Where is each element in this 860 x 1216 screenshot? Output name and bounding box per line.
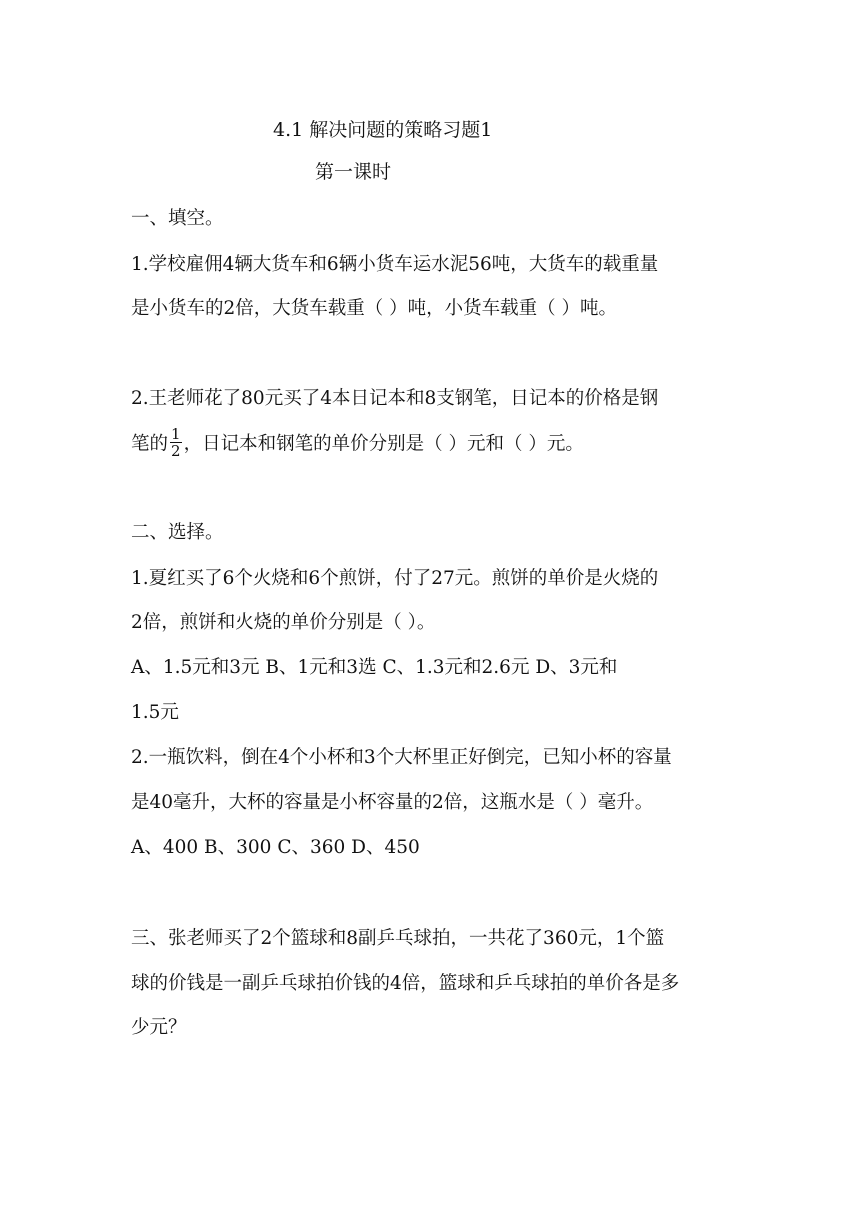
s1-q2-line1: 2.王老师花了80元买了4本日记本和8支钢笔，日记本的价格是钢 xyxy=(131,388,659,409)
s3-line1: 三、张老师买了2个篮球和8副乒乓球拍，一共花了360元，1个篮 xyxy=(131,928,665,949)
fraction-denominator: 2 xyxy=(171,442,181,460)
s2-q2-options: A、400 B、300 C、360 D、450 xyxy=(131,837,420,858)
s2-q2-line1: 2.一瓶饮料，倒在4个小杯和3个大杯里正好倒完，已知小杯的容量 xyxy=(131,747,672,768)
page-subtitle: 第一课时 xyxy=(315,161,392,183)
section-1-heading: 一、填空。 xyxy=(131,208,224,229)
s2-q1-options-line2: 1.5元 xyxy=(131,702,179,723)
s2-q1-options-line1: A、1.5元和3元 B、1元和3选 C、1.3元和2.6元 D、3元和 xyxy=(131,657,618,678)
s1-q2-line2-after: ，日记本和钢笔的单价分别是（ ）元和（ ）元。 xyxy=(183,433,584,455)
s2-q2-line2: 是40毫升，大杯的容量是小杯容量的2倍，这瓶水是（ ）毫升。 xyxy=(131,792,654,813)
page-title: 4.1 解决问题的策略习题1 xyxy=(273,119,493,141)
s1-q2-line2 xyxy=(131,425,741,461)
s1-q1-line2: 是小货车的2倍，大货车载重（ ）吨，小货车载重（ ）吨。 xyxy=(131,298,618,319)
fraction-one-half xyxy=(170,426,182,459)
section-2-heading: 二、选择。 xyxy=(131,522,224,543)
s3-line3: 少元？ xyxy=(131,1017,187,1038)
s2-q1-line2: 2倍，煎饼和火烧的单价分别是（ ）。 xyxy=(131,612,436,633)
s1-q2-line2-before: 笔的 xyxy=(131,433,169,455)
s2-q1-line1: 1.夏红买了6个火烧和6个煎饼，付了27元。煎饼的单价是火烧的 xyxy=(131,568,659,589)
s3-line2: 球的价钱是一副乒乓球拍价钱的4倍，篮球和乒乓球拍的单价各是多 xyxy=(131,973,680,994)
fraction-numerator: 1 xyxy=(171,425,181,443)
s1-q1-line1: 1.学校雇佣4辆大货车和6辆小货车运水泥56吨，大货车的载重量 xyxy=(131,254,659,275)
